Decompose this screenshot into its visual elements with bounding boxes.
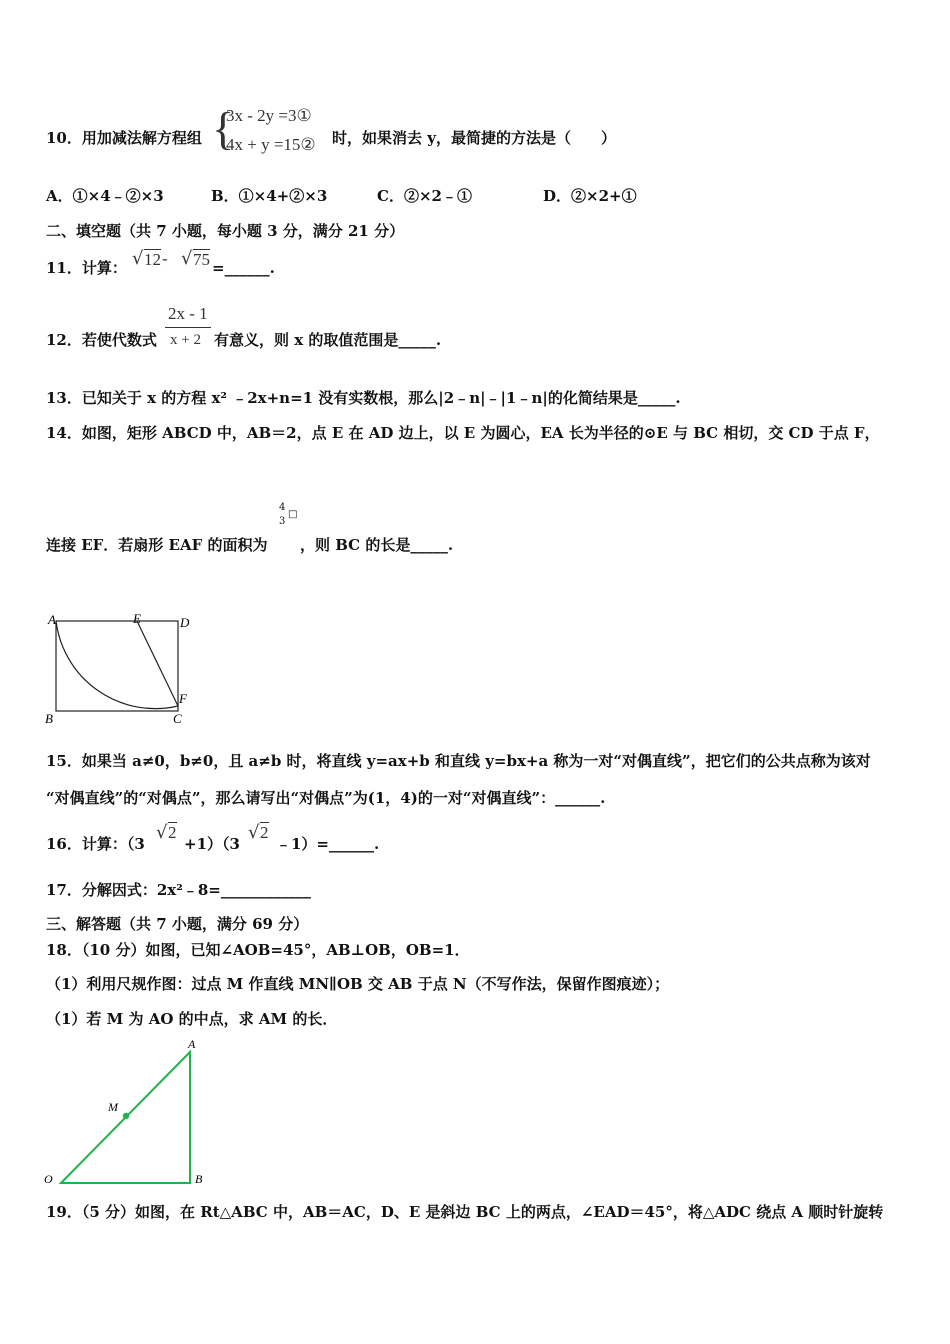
q14-figure xyxy=(40,606,210,730)
sqrt-icon: √ xyxy=(132,248,144,269)
q14-line-1: 14．如图，矩形 ABCD 中，AB＝2，点 E 在 AD 边上，以 E 为圆心，EA 长为半径的⊙E 与 BC 相切，交 CD 于点 F， xyxy=(46,424,880,442)
sqrt-icon: √ xyxy=(181,248,193,269)
q14-fraction-numerator: 4 xyxy=(279,502,286,513)
section-2-heading: 二、填空题（共 7 小题，每小题 3 分，满分 21 分） xyxy=(46,222,405,240)
q16-radicand-2: 2 xyxy=(260,823,269,842)
label-m: M xyxy=(108,1100,118,1114)
label-e: E xyxy=(133,611,141,626)
q15-line-1: 15．如果当 a≠0，b≠0，且 a≠b 时，将直线 y=ax+b 和直线 y=bx+a 称为一对“对偶直线”，把它们的公共点称为该对 xyxy=(46,752,871,770)
q12-numerator: 2x - 1 xyxy=(168,304,208,323)
q16-mid: +1）（3 xyxy=(184,835,240,853)
sqrt-icon: √ xyxy=(156,822,168,843)
q10-equation-2: 4x + y =15② xyxy=(226,135,316,154)
q14-fraction-denominator: 3 xyxy=(279,516,286,527)
arc-af xyxy=(56,621,178,709)
q12-denominator: x + 2 xyxy=(170,332,201,348)
label-f: F xyxy=(179,691,187,706)
label-a: A xyxy=(188,1037,196,1051)
q15-line-2: “对偶直线”的“对偶点”，那么请写出“对偶点”为(1，4)的一对“对偶直线”：______. xyxy=(46,789,606,807)
q16-radicand-1: 2 xyxy=(168,823,177,842)
point-m xyxy=(123,1113,129,1119)
label-a: A xyxy=(48,612,56,627)
q10-tail: 时，如果消去 y，最简捷的方法是（ ） xyxy=(332,129,616,147)
q18-line-1: 18．（10 分）如图，已知∠AOB=45°，AB⊥OB，OB=1． xyxy=(46,941,470,959)
q11-radicand-2: 75 xyxy=(193,250,210,269)
q16-tail: ﹣1）=______. xyxy=(276,835,380,853)
q10-option-a: A．①×4﹣②×3 xyxy=(46,187,164,205)
q18-line-3: （1）若 M 为 AO 的中点，求 AM 的长． xyxy=(46,1010,338,1028)
q12-fraction-bar xyxy=(165,327,211,328)
q14-line-2b: ，则 BC 的长是_____. xyxy=(300,536,454,554)
q13-text: 13．已知关于 x 的方程 x² ﹣2x+n=1 没有实数根，那么|2﹣n|﹣|1﹣n|的化简结果是_____. xyxy=(46,389,681,407)
q12-tail: 有意义，则 x 的取值范围是_____. xyxy=(214,331,442,349)
q10-option-c: C．②×2﹣① xyxy=(377,187,472,205)
q14-fraction-tail: □ xyxy=(288,509,298,520)
rectangle-abcd xyxy=(56,621,178,711)
q11-minus: - xyxy=(162,249,168,268)
q14-line-2a: 连接 EF．若扇形 EAF 的面积为 xyxy=(46,536,268,554)
label-d: D xyxy=(180,615,190,630)
q18-line-2: （1）利用尺规作图：过点 M 作直线 MN∥OB 交 AB 于点 N（不写作法，保留作图痕迹）； xyxy=(46,975,670,993)
label-c: C xyxy=(173,711,182,726)
label-b: B xyxy=(195,1172,203,1186)
q12-stem: 12．若使代数式 xyxy=(46,331,157,349)
q10-option-d: D．②×2+① xyxy=(543,187,637,205)
q11-stem: 11．计算： xyxy=(46,259,127,277)
label-o: O xyxy=(44,1172,53,1186)
q17-text: 17．分解因式：2x²﹣8=____________ xyxy=(46,881,311,899)
q18-figure xyxy=(40,1036,220,1192)
q10-brace: { xyxy=(212,103,235,154)
q10-option-b: B．①×4+②×3 xyxy=(211,187,328,205)
q11-tail: =______. xyxy=(212,259,275,277)
q10-equation-1: 3x - 2y =3① xyxy=(226,106,312,125)
q11-radicand-1: 12 xyxy=(144,250,161,269)
q10-stem: 10．用加减法解方程组 xyxy=(46,129,202,147)
segment-ef xyxy=(137,621,178,706)
section-3-heading: 三、解答题（共 7 小题，满分 69 分） xyxy=(46,915,309,933)
q19-text: 19．（5 分）如图，在 Rt△ABC 中，AB＝AC，D、E 是斜边 BC 上的两点，∠EAD＝45°，将△ADC 绕点 A 顺时针旋转 xyxy=(46,1203,884,1221)
label-b: B xyxy=(45,711,53,726)
sqrt-icon: √ xyxy=(248,822,260,843)
q16-stem: 16．计算：（3 xyxy=(46,835,145,853)
